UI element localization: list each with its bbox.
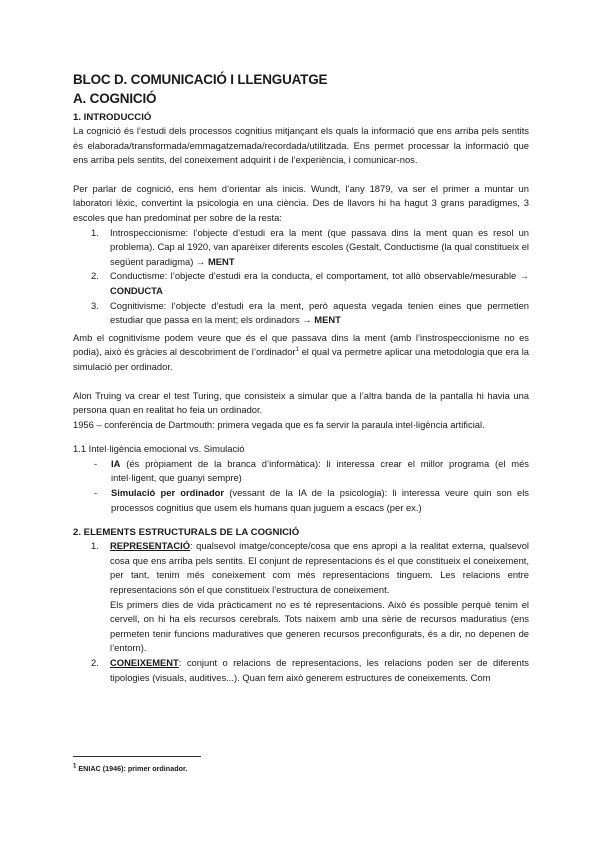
paragraph-dartmouth: 1956 – conferència de Dartmouth: primera vegada que es fa servir la paraula intel·ligència artificial.: [73, 418, 485, 430]
section-title: A. COGNICIÓ: [73, 91, 157, 106]
elements-list: [73, 539, 529, 685]
footnote: $^1$ ENIAC (1946): primer ordinador.: [73, 763, 188, 773]
document-title: BLOC D. COMUNICACIÓ I LLENGUATGE: [73, 72, 328, 87]
paragraph-cognitivisme: Amb el cognitivisme podem veure que és el que passava dins la ment (amb l’instrospeccionisme no es podia), això és gràcies al descobriment de l’ordinador$^1$ el qual va permetre aplicar una metodologia que era la simulació per ordinador.: [73, 331, 530, 372]
ia-bullet-list: [73, 457, 529, 515]
footnote-reference[interactable]: 1: [295, 347, 299, 354]
paradigm-list: [73, 226, 529, 328]
list-item: 2. Conductisme: l’objecte d’estudi era la conducta, el comportament, tot allò observable/mesurable → CONDUCTA: [91, 270, 529, 296]
document-page: [73, 70, 529, 685]
footnote-divider: [73, 756, 201, 757]
list-item: 3. Cognitivisme: l’objecte d’estudi era la ment, però aquesta vegada tenien eines que permetien estudiar que passa en la ment; els ordinadors → MENT: [91, 299, 529, 326]
list-item: - Simulació per ordinador (vessant de la IA de la psicologia): li interessa veure quin son els processos cognitius que usem els humans quan juguem a escacs (per ex.): [94, 487, 529, 513]
paragraph-turing: Alon Truing va crear el test Turing, que consisteix a simular que a l’altra banda de la pantalla hi havia una persona quan en realitat ho feia un ordinador.: [73, 389, 529, 416]
subheading-intelligencia: 1.1 Intel·ligència emocional vs. Simulació: [73, 443, 245, 455]
list-item: 1. Introspeccionisme: l’objecte d’estudi era la ment (que passava dins la ment quan es resol un problema). Cap al 1920, van aparèixer diferents escoles (Gestalt, Conductisme (la qual constitueix el següent paradigma) → MENT: [91, 226, 529, 267]
list-item: 2. CONEIXEMENT: conjunt o relacions de representacions, les relacions poden ser de diferents tipologies (visuals, auditives...). Quan fem això generem estructures de coneixements. Com: [91, 657, 529, 683]
paragraph-cognicio: La cognició és l’estudi dels processos cognitius mitjançant els quals la informació que ens arriba pels sentits és elaborada/transformada/emmagatzemada/recordada/utilitzada. Ens permet processar la informació que ens arriba pels sentits, del coneixement adquirit i de l’experiència, i comunicar-nos.: [73, 125, 529, 166]
paragraph-paradigmes: Per parlar de cognició, ens hem d’orientar als inicis. Wundt, l’any 1879, va ser el primer a muntar un laboratori lèxic, convertint la psicologia en una ciència. Des de llavors hi ha hagut 3 grans paradigmes, 3 escoles que han predominat per sobre de la resta:: [73, 182, 529, 223]
list-item: 1. REPRESENTACIÓ: qualsevol imatge/concepte/cosa que ens apropi a la realitat externa, qualsevol cosa que ens arriba pels sentits. El conjunt de representacions és el que constitueix el coneixement, per tant, tenim més coneixement com més representacions tinguem. Les relacions entre representacions són el que constitueix l’estructura de coneixement. Els primers dies de vida pràcticament no es té representacions. Això és possible perquè tenim el cervell, on hi ha els recursos cerebrals. Tots naixem amb una sèrie de recursos maduratius (ens permeten tenir funcions maduratives que generen recursos preconfigurats, és a dir, no depenen de l’entorn).: [91, 540, 529, 654]
heading-elements: 2. ELEMENTS ESTRUCTURALS DE LA COGNICIÓ: [73, 527, 300, 539]
list-item: - IA (és pròpiament de la branca d’informàtica): li interessa crear el millor programa (el més intel·ligent, que guanyi sempre): [94, 457, 529, 484]
heading-introduccio: 1. INTRODUCCIÓ: [73, 112, 152, 123]
